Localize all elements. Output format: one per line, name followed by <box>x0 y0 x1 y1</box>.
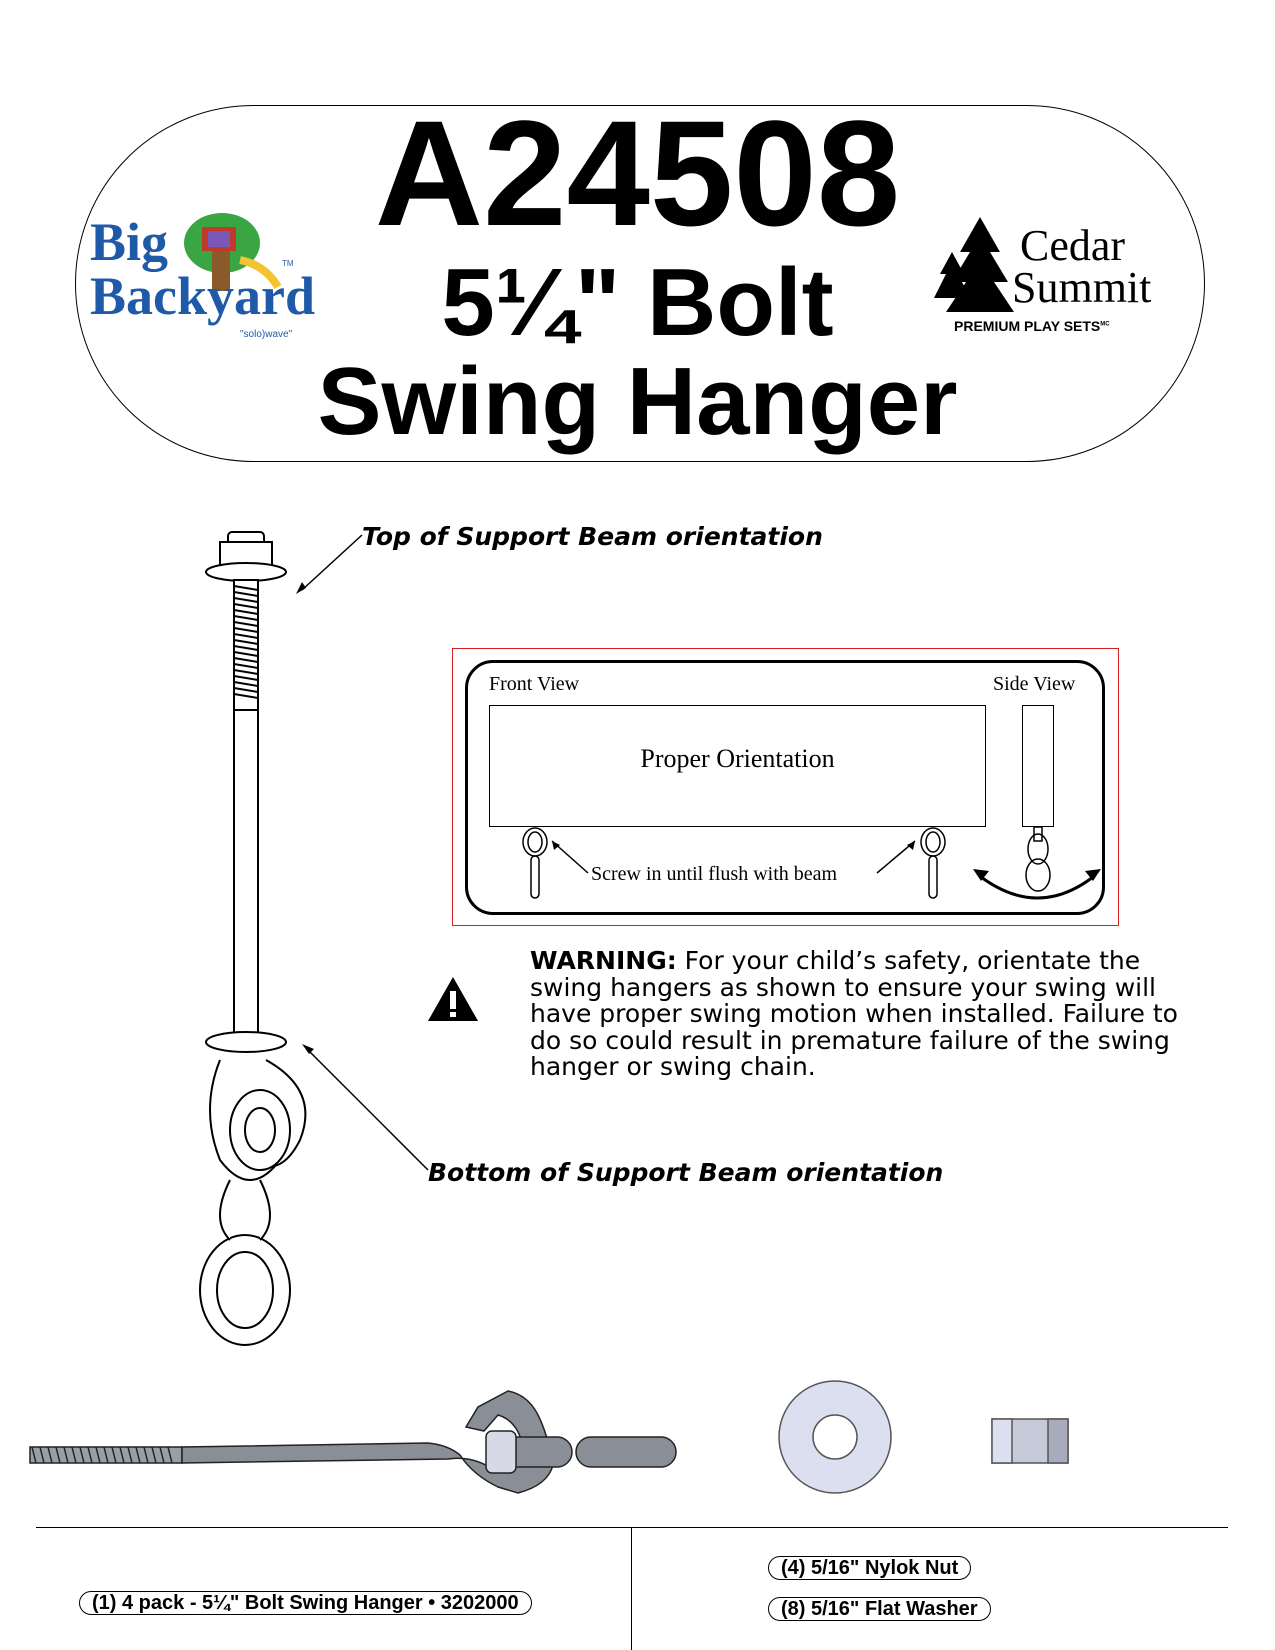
nylok-nut-drawing <box>990 1415 1070 1467</box>
top-callout-label: Top of Support Beam orientation <box>362 522 823 551</box>
logo-tagline-text: PREMIUM PLAY SETS <box>954 318 1101 334</box>
horizontal-hanger-drawing <box>28 1375 688 1515</box>
title-line1: 5¼" Bolt <box>441 249 834 356</box>
side-view-label: Side View <box>993 673 1076 695</box>
logo-mark: MC <box>1100 321 1110 328</box>
warning-text <box>530 948 1190 1081</box>
flat-washer-drawing <box>775 1377 895 1497</box>
warning-label: WARNING: <box>530 946 677 975</box>
parts-divider-horizontal <box>36 1527 1228 1528</box>
logo-tagline: "solo)wave" <box>240 329 293 340</box>
logo-tm: TM <box>282 259 294 268</box>
part-nut-label: (4) 5/16" Nylok Nut <box>768 1556 971 1580</box>
title-line2: Swing Hanger <box>317 348 958 455</box>
logo-cedar-text: Cedar <box>1020 221 1126 270</box>
proper-orientation-label: Proper Orientation <box>640 744 835 773</box>
front-view-label: Front View <box>489 673 580 695</box>
part-number: A24508 <box>374 89 901 257</box>
part-hanger-label: (1) 4 pack - 5¼" Bolt Swing Hanger • 3202000 <box>79 1591 532 1615</box>
warning-body: For your child’s safety, orientate the swing hangers as shown to ensure your swing will have proper swing motion when installed. Failure to do so could result in premature failure of the swing hanger or swing chain. <box>530 946 1178 1081</box>
logo-summit-text: Summit <box>1012 263 1152 312</box>
logo-big-text: Big <box>90 212 169 272</box>
part-washer-label: (8) 5/16" Flat Washer <box>768 1597 991 1621</box>
logo-backyard-text: Backyard <box>90 266 316 326</box>
screw-note: Screw in until flush with beam <box>591 863 838 885</box>
warning-triangle-icon <box>426 975 480 1023</box>
parts-divider-vertical <box>631 1527 632 1650</box>
orientation-diagram <box>452 648 1119 926</box>
bottom-callout-label: Bottom of Support Beam orientation <box>428 1158 944 1187</box>
